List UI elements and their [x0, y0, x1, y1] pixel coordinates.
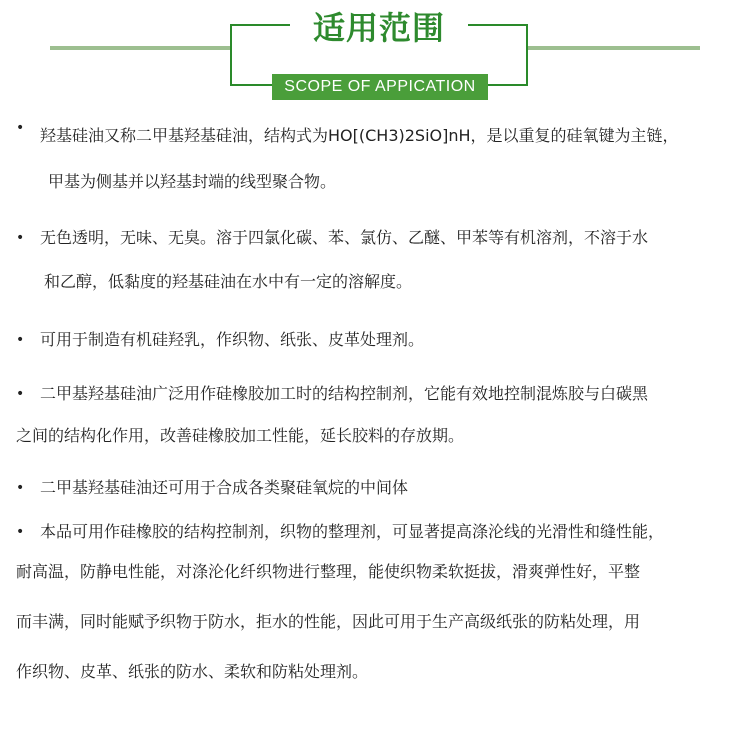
paragraph-line: 作织物、皮革、纸张的防水、柔软和防粘处理剂。: [16, 662, 369, 681]
bullet-icon: •: [16, 386, 25, 402]
paragraph-line: 而丰满，同时能赋予织物于防水，拒水的性能，因此可用于生产高级纸张的防粘处理，用: [16, 612, 641, 631]
paragraph-5: [0, 468, 750, 514]
paragraph-2: [0, 220, 750, 320]
paragraph-4: [0, 372, 750, 468]
paragraph-line: 可用于制造有机硅羟乳，作织物、纸张、皮革处理剂。: [40, 330, 425, 349]
header-line-right: [528, 46, 700, 50]
paragraph-line: 二甲基羟基硅油还可用于合成各类聚硅氧烷的中间体: [40, 478, 409, 497]
page-subtitle: SCOPE OF APPICATION: [272, 74, 488, 100]
paragraph-line: 耐高温，防静电性能，对涤沦化纤织物进行整理，能使织物柔软挺拔，滑爽弹性好，平整: [16, 562, 641, 581]
bullet-icon: •: [16, 120, 25, 136]
paragraph-line: 本品可用作硅橡胶的结构控制剂，织物的整理剂，可显著提高涤沦线的光滑性和缝性能，: [40, 522, 665, 541]
section-header: [0, 0, 750, 110]
paragraph-line: 羟基硅油又称二甲基羟基硅油，结构式为HO[(CH3)2SiO]nH，是以重复的硅氧键为主链，: [40, 126, 679, 145]
paragraph-line: 无色透明，无味、无臭。溶于四氯化碳、苯、氯仿、乙醚、甲苯等有机溶剂，不溶于水: [40, 228, 649, 247]
bullet-icon: •: [16, 524, 25, 540]
bullet-icon: •: [16, 332, 25, 348]
paragraph-line: 之间的结构化作用，改善硅橡胶加工性能，延长胶料的存放期。: [16, 426, 465, 445]
paragraph-line: 和乙醇，低黏度的羟基硅油在水中有一定的溶解度。: [44, 272, 413, 291]
paragraph-6: [0, 514, 750, 694]
header-line-left: [50, 46, 230, 50]
bullet-icon: •: [16, 480, 25, 496]
content-body: [0, 116, 750, 694]
bullet-icon: •: [16, 230, 25, 246]
paragraph-line: 甲基为侧基并以羟基封端的线型聚合物。: [48, 172, 337, 191]
paragraph-3: [0, 320, 750, 372]
page-title: 适用范围: [290, 8, 468, 48]
paragraph-1: [0, 116, 750, 220]
paragraph-line: 二甲基羟基硅油广泛用作硅橡胶加工时的结构控制剂，它能有效地控制混炼胶与白碳黑: [40, 384, 649, 403]
